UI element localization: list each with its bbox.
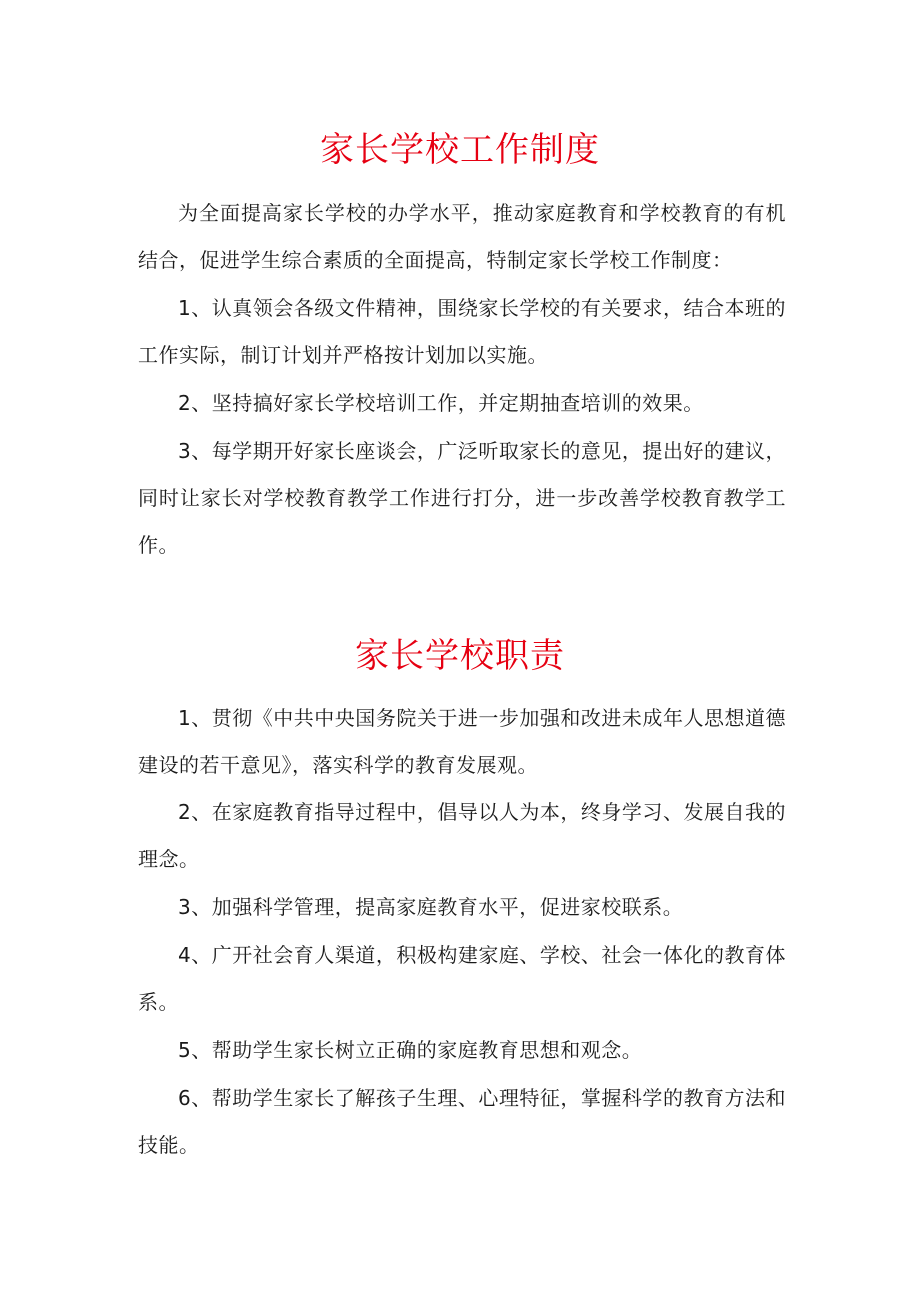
section1-intro-paragraph: 为全面提高家长学校的办学水平，推动家庭教育和学校教育的有机结合，促进学生综合素质的全面提高，特制定家长学校工作制度： — [138, 201, 786, 272]
section2-item-2: 2、在家庭教育指导过程中，倡导以人为本，终身学习、发展自我的理念。 — [138, 800, 786, 871]
section2-item-3: 3、加强科学管理，提高家庭教育水平，促进家校联系。 — [178, 895, 684, 919]
section2-item-6: 6、帮助学生家长了解孩子生理、心理特征，掌握科学的教育方法和技能。 — [138, 1086, 786, 1157]
section1-item-3: 3、每学期开好家长座谈会，广泛听取家长的意见，提出好的建议，同时让家长对学校教育教学工作进行打分，进一步改善学校教育教学工作。 — [138, 439, 786, 557]
section2-item-4: 4、广开社会育人渠道，积极构建家庭、学校、社会一体化的教育体系。 — [138, 943, 786, 1014]
section2-item-5: 5、帮助学生家长树立正确的家庭教育思想和观念。 — [178, 1038, 643, 1062]
section1-item-2: 2、坚持搞好家长学校培训工作，并定期抽查培训的效果。 — [178, 391, 704, 415]
section2-item-1: 1、贯彻《中共中央国务院关于进一步加强和改进未成年人思想道德建设的若干意见》，落实科学的教育发展观。 — [138, 706, 786, 777]
section1-item-1: 1、认真领会各级文件精神，围绕家长学校的有关要求，结合本班的工作实际，制订计划并严格按计划加以实施。 — [138, 296, 786, 367]
section-title-work-system: 家长学校工作制度 — [320, 130, 600, 170]
section-title-responsibilities: 家长学校职责 — [355, 636, 565, 676]
